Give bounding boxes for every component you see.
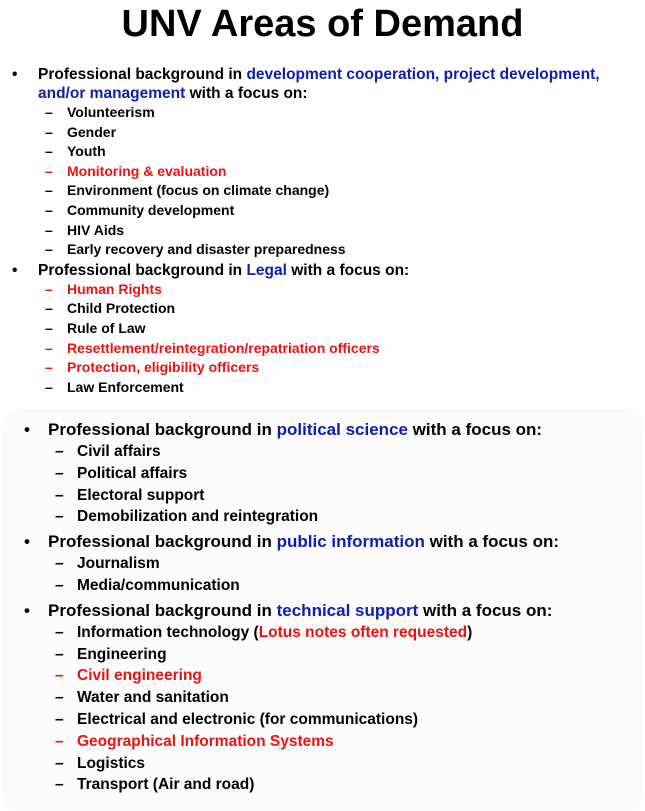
list-item-text: Youth [67,143,106,160]
dash-glyph: – [55,667,64,685]
list-item [0,221,645,241]
list-development [0,103,645,260]
bullet-suffix: with a focus on: [185,85,308,102]
list-political [0,441,645,528]
list-item-text: Resettlement/reintegration/repatriation officers [67,339,380,356]
list-item-highlight: Lotus notes often requested [258,623,468,641]
list-item-text: Community development [67,201,235,218]
list-item-text: Volunteerism [67,104,155,120]
dash-glyph: – [55,732,64,750]
list-item [0,506,645,528]
list-item-text: Media/communication [77,576,240,594]
list-item-text: Demobilization and reintegration [77,508,319,526]
dash-glyph: – [45,143,53,160]
list-item-text: Monitoring & evaluation [67,162,227,179]
bullet-prefix: Professional background in [48,600,277,620]
list-item [0,622,645,644]
bullet-prefix: Professional background in [48,420,277,439]
list-item [0,299,645,319]
bullet-development [0,65,645,103]
list-item-text: Rule of Law [67,319,146,336]
dash-glyph: – [45,241,53,258]
list-item-text: Water and sanitation [77,689,229,707]
list-item-text: Civil affairs [77,443,161,460]
dash-glyph: – [45,162,53,179]
list-item-text: Electrical and electronic (for communications) [77,710,419,728]
list-item [0,181,645,201]
bullet-suffix: with a focus on: [407,420,543,439]
list-item-text: Human Rights [67,280,162,297]
list-item-text: Environment (focus on climate change) [67,182,330,199]
dash-glyph: – [55,508,64,526]
section-political-public-technical [0,416,645,796]
list-item [0,280,645,300]
bullet-glyph: • [12,66,18,83]
list-item-text: Engineering [77,645,167,663]
dash-glyph: – [55,689,64,707]
page-title: UNV Areas of Demand [121,3,524,45]
list-item [0,753,645,775]
list-item-text: Geographical Information Systems [77,732,334,750]
list-item-text: Transport (Air and road) [77,776,255,794]
list-public [0,553,645,597]
bullet-highlight: technical support [276,600,419,620]
list-item-text: Gender [67,123,117,140]
dash-glyph: – [55,464,64,482]
list-item-text: HIV Aids [67,221,125,238]
list-item [0,339,645,359]
dash-glyph: – [45,300,53,317]
bullet-glyph: • [24,420,30,439]
dash-glyph: – [45,339,53,356]
list-item [0,485,645,507]
dash-glyph: – [45,201,53,218]
bullet-public [0,531,645,553]
bullet-suffix: with a focus on: [424,532,559,552]
dash-glyph: – [55,754,64,772]
dash-glyph: – [45,104,53,120]
list-item [0,240,645,260]
dash-glyph: – [55,443,64,460]
dash-glyph: – [45,378,53,395]
list-item [0,731,645,753]
list-item [0,687,645,709]
dash-glyph: – [55,710,64,728]
list-item [0,378,645,398]
list-item-text: Early recovery and disaster preparedness [67,241,346,258]
bullet-technical [0,600,645,622]
dash-glyph: – [55,623,64,641]
list-item-text: Civil engineering [77,667,202,685]
list-item-text: Information technology ( [77,623,259,641]
list-item [0,103,645,123]
bullet-prefix: Professional background in [38,66,247,83]
bullet-prefix: Professional background in [38,261,247,279]
list-item-text: Protection, eligibility officers [67,359,260,376]
dash-glyph: – [45,359,53,376]
dash-glyph: – [45,221,53,238]
list-item [0,553,645,575]
list-item-text: Child Protection [67,300,176,317]
list-item-suffix: ) [467,623,473,641]
list-item-text: Law Enforcement [67,378,184,395]
list-item-text: Political affairs [77,464,188,482]
dash-glyph: – [45,280,53,297]
bullet-suffix: with a focus on: [286,261,410,279]
list-item [0,709,645,731]
bullet-legal [0,261,645,280]
list-item [0,142,645,162]
bullet-political [0,419,645,441]
bullet-suffix: with a focus on: [418,600,553,620]
list-item [0,774,645,796]
list-item [0,441,645,463]
list-item [0,319,645,339]
list-item [0,358,645,378]
bullet-highlight: development cooperation, project development, and/or management [38,66,600,102]
list-item [0,575,645,597]
dash-glyph: – [45,319,53,336]
list-item [0,463,645,485]
list-item-text: Electoral support [77,486,205,504]
bullet-highlight: public information [276,532,425,552]
bullet-highlight: political science [276,420,408,439]
section-dev-legal [0,64,645,397]
dash-glyph: – [55,776,64,794]
list-item [0,162,645,182]
bullet-prefix: Professional background in [48,532,277,552]
list-technical [0,622,645,796]
bullet-highlight: Legal [246,261,287,279]
list-item [0,123,645,143]
list-item [0,644,645,666]
dash-glyph: – [45,182,53,199]
dash-glyph: – [55,486,64,504]
bullet-glyph: • [24,600,30,620]
list-item-text: Logistics [77,754,146,772]
list-legal [0,280,645,398]
list-item [0,201,645,221]
dash-glyph: – [55,645,64,663]
bullet-glyph: • [12,261,18,279]
dash-glyph: – [55,576,64,594]
dash-glyph: – [45,123,53,140]
list-item-text: Journalism [77,555,160,573]
dash-glyph: – [55,555,64,573]
list-item [0,665,645,687]
bullet-glyph: • [24,532,30,552]
